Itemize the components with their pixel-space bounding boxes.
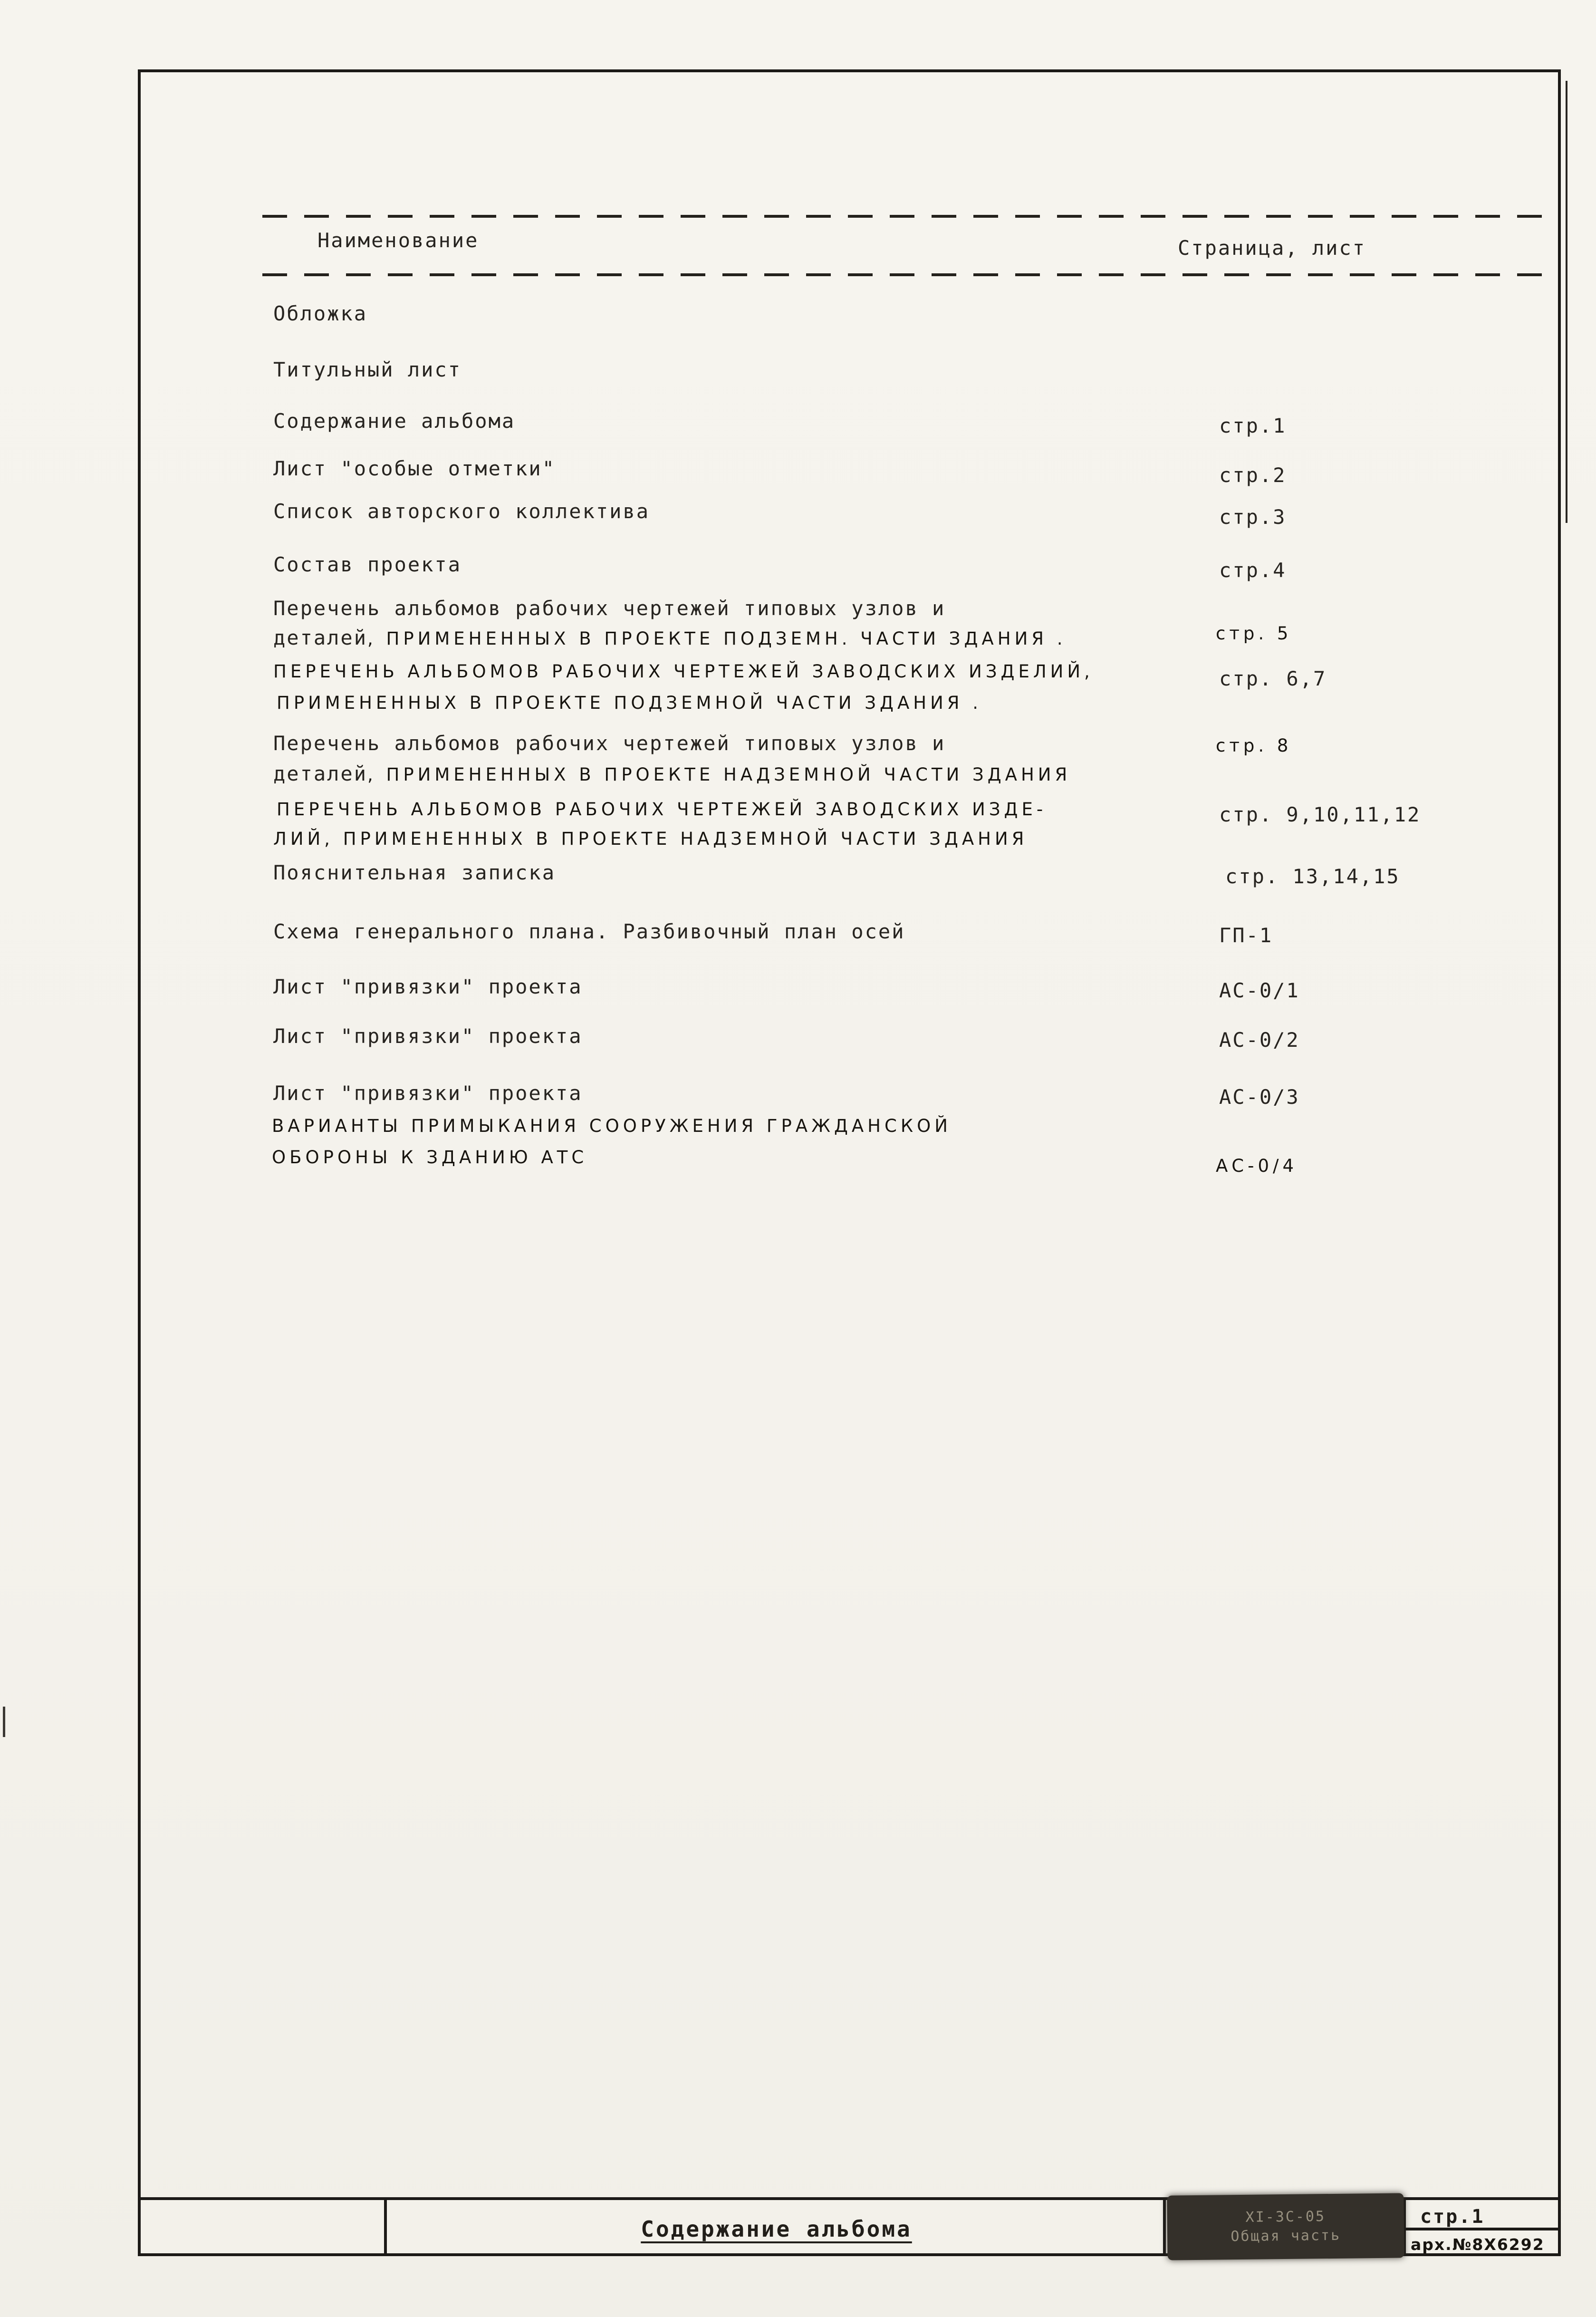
toc-item-label: Схема генерального плана. Разбивочный план осей xyxy=(273,920,905,943)
toc-item-page: стр.4 xyxy=(1219,559,1287,582)
toc-item-label: Лист "привязки" проекта xyxy=(273,1024,583,1048)
toc-item-label: Перечень альбомов рабочих чертежей типовых узлов и xyxy=(273,732,946,755)
toc-item-label-hand: , ПРИМЕНЕННЫХ В ПРОЕКТЕ ПОДЗЕМН. ЧАСТИ ЗДАНИЯ . xyxy=(367,628,1067,649)
toc-item-label: Пояснительная записка xyxy=(273,861,556,884)
toc-item-label: Лист "привязки" проекта xyxy=(273,975,583,998)
toc-item-label: Обложка xyxy=(273,302,368,325)
toc-item-page: стр. 5 xyxy=(1216,623,1292,644)
dashed-rule-bottom xyxy=(262,273,1553,276)
toc-item-label-typed: деталей xyxy=(273,762,368,785)
toc-item-page: АС-0/3 xyxy=(1219,1085,1300,1109)
toc-item-page: стр.3 xyxy=(1219,505,1287,529)
toc-item-label: ОБОРОНЫ К ЗДАНИЮ АТС xyxy=(272,1147,588,1168)
toc-item-page: ГП-1 xyxy=(1219,924,1273,947)
toc-item-label: ПЕРЕЧЕНЬ АЛЬБОМОВ РАБОЧИХ ЧЕРТЕЖЕЙ ЗАВОДСКИХ ИЗДЕЛИЙ, xyxy=(273,661,1094,682)
col-header-name: Наименование xyxy=(317,229,479,252)
toc-item-label: Титульный лист xyxy=(273,358,462,381)
toc-item-label: Перечень альбомов рабочих чертежей типовых узлов и xyxy=(273,597,946,620)
toc-item-label-hand: , ПРИМЕНЕННЫХ В ПРОЕКТЕ НАДЗЕМНОЙ ЧАСТИ ЗДАНИЯ xyxy=(367,764,1071,785)
col-header-page: Страница, лист xyxy=(1178,236,1366,260)
right-edge-line xyxy=(1566,81,1567,523)
toc-item-page: стр. 8 xyxy=(1216,735,1292,756)
toc-item-page: стр. 6,7 xyxy=(1219,667,1327,690)
toc-item-label: ПЕРЕЧЕНЬ АЛЬБОМОВ РАБОЧИХ ЧЕРТЕЖЕЙ ЗАВОДСКИХ ИЗДЕ- xyxy=(277,799,1047,820)
toc-item-page: АС-0/4 xyxy=(1216,1156,1298,1176)
toc-item-page: АС-0/2 xyxy=(1219,1028,1300,1052)
toc-item-page: стр.1 xyxy=(1219,414,1287,437)
title-block-doc-title: Содержание альбома xyxy=(641,2216,912,2242)
toc-item-label: Список авторского коллектива xyxy=(273,500,650,523)
toc-item-label: Лист "привязки" проекта xyxy=(273,1081,583,1105)
stamp-section: Общая часть xyxy=(1231,2227,1341,2245)
toc-item-page: АС-0/1 xyxy=(1219,979,1300,1002)
title-block-archive-ref: арх.№8Х6292 xyxy=(1411,2235,1545,2254)
right-cell-divider xyxy=(1406,2228,1558,2230)
left-margin-tick xyxy=(3,1707,5,1737)
title-block-table xyxy=(138,2197,1561,2256)
toc-item-label xyxy=(273,627,1066,649)
dashed-rule-top xyxy=(262,215,1553,218)
toc-item-page: стр. 13,14,15 xyxy=(1225,865,1400,888)
title-block-page-ref: стр.1 xyxy=(1420,2206,1485,2228)
toc-item-page: стр.2 xyxy=(1219,463,1287,487)
stamp-cell xyxy=(1167,2193,1404,2260)
toc-item-label xyxy=(273,763,1071,785)
toc-item-label: ВАРИАНТЫ ПРИМЫКАНИЯ СООРУЖЕНИЯ ГРАЖДАНСКОЙ xyxy=(272,1116,952,1136)
stamp-code: XI-3С-05 xyxy=(1245,2208,1326,2226)
toc-item-label: Лист "особые отметки" xyxy=(273,457,556,480)
toc-item-label: ПРИМЕНЕННЫХ В ПРОЕКТЕ ПОДЗЕМНОЙ ЧАСТИ ЗДАНИЯ . xyxy=(277,693,982,713)
toc-item-page: стр. 9,10,11,12 xyxy=(1219,803,1421,826)
toc-item-label: Состав проекта xyxy=(273,553,462,576)
toc-item-label-typed: деталей xyxy=(273,626,368,649)
toc-item-label: ЛИЙ, ПРИМЕНЕННЫХ В ПРОЕКТЕ НАДЗЕМНОЙ ЧАСТИ ЗДАНИЯ xyxy=(273,829,1028,849)
toc-item-label: Содержание альбома xyxy=(273,409,516,433)
